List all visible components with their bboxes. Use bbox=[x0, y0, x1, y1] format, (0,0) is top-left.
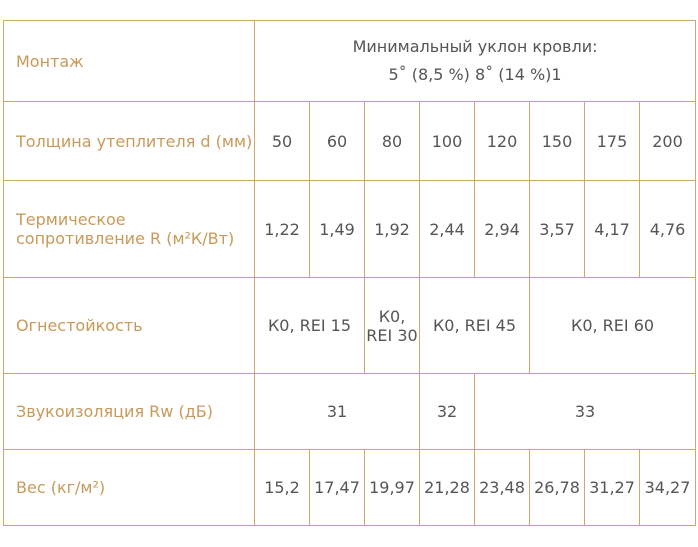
row-label-montage: Монтаж bbox=[4, 21, 255, 102]
table-cell: 17,47 bbox=[310, 450, 365, 526]
table-cell: 80 bbox=[365, 102, 420, 181]
table-cell: 4,17 bbox=[585, 181, 640, 278]
table-row-weight bbox=[4, 450, 696, 526]
table-cell: К0, REI 60 bbox=[530, 278, 696, 374]
table-cell: 3,57 bbox=[530, 181, 585, 278]
row-label-fire: Огнестойкость bbox=[4, 278, 255, 374]
table-cell: 15,2 bbox=[255, 450, 310, 526]
slope-header-cell bbox=[255, 21, 696, 102]
table-cell: 50 bbox=[255, 102, 310, 181]
table-row-montage bbox=[4, 21, 696, 102]
row-label-sound: Звукоизоляция Rw (дБ) bbox=[4, 374, 255, 450]
row-label-resistance: Термическое сопротивление R (м²К/Вт) bbox=[4, 181, 255, 278]
table-cell: 31,27 bbox=[585, 450, 640, 526]
table-cell: 175 bbox=[585, 102, 640, 181]
row-label-weight: Вес (кг/м²) bbox=[4, 450, 255, 526]
table-cell: 150 bbox=[530, 102, 585, 181]
roof-insulation-spec-table bbox=[3, 20, 696, 526]
table-cell: 31 bbox=[255, 374, 420, 450]
table-cell: 23,48 bbox=[475, 450, 530, 526]
table-cell: К0, REI 15 bbox=[255, 278, 365, 374]
table-cell: К0, REI 45 bbox=[420, 278, 530, 374]
table-cell: 100 bbox=[420, 102, 475, 181]
table-cell: 34,27 bbox=[640, 450, 696, 526]
table-cell: 2,94 bbox=[475, 181, 530, 278]
table-row-resistance bbox=[4, 181, 696, 278]
table-cell: 21,28 bbox=[420, 450, 475, 526]
table-cell: 1,49 bbox=[310, 181, 365, 278]
table-cell: 1,92 bbox=[365, 181, 420, 278]
table-cell: 200 bbox=[640, 102, 696, 181]
slope-title: Минимальный уклон кровли: bbox=[352, 37, 598, 56]
table-row-sound bbox=[4, 374, 696, 450]
table-cell: 120 bbox=[475, 102, 530, 181]
table-cell: 19,97 bbox=[365, 450, 420, 526]
table-cell: 32 bbox=[420, 374, 475, 450]
row-label-thickness: Толщина утеплителя d (мм) bbox=[4, 102, 255, 181]
table-row-fire bbox=[4, 278, 696, 374]
table-cell: К0, REI 30 bbox=[365, 278, 420, 374]
table-cell: 26,78 bbox=[530, 450, 585, 526]
table-cell: 33 bbox=[475, 374, 696, 450]
slope-values: 5˚ (8,5 %) 8˚ (14 %)1 bbox=[388, 65, 562, 84]
table-cell: 2,44 bbox=[420, 181, 475, 278]
table-cell: 60 bbox=[310, 102, 365, 181]
table-cell: 1,22 bbox=[255, 181, 310, 278]
table-row-thickness bbox=[4, 102, 696, 181]
table-cell: 4,76 bbox=[640, 181, 696, 278]
